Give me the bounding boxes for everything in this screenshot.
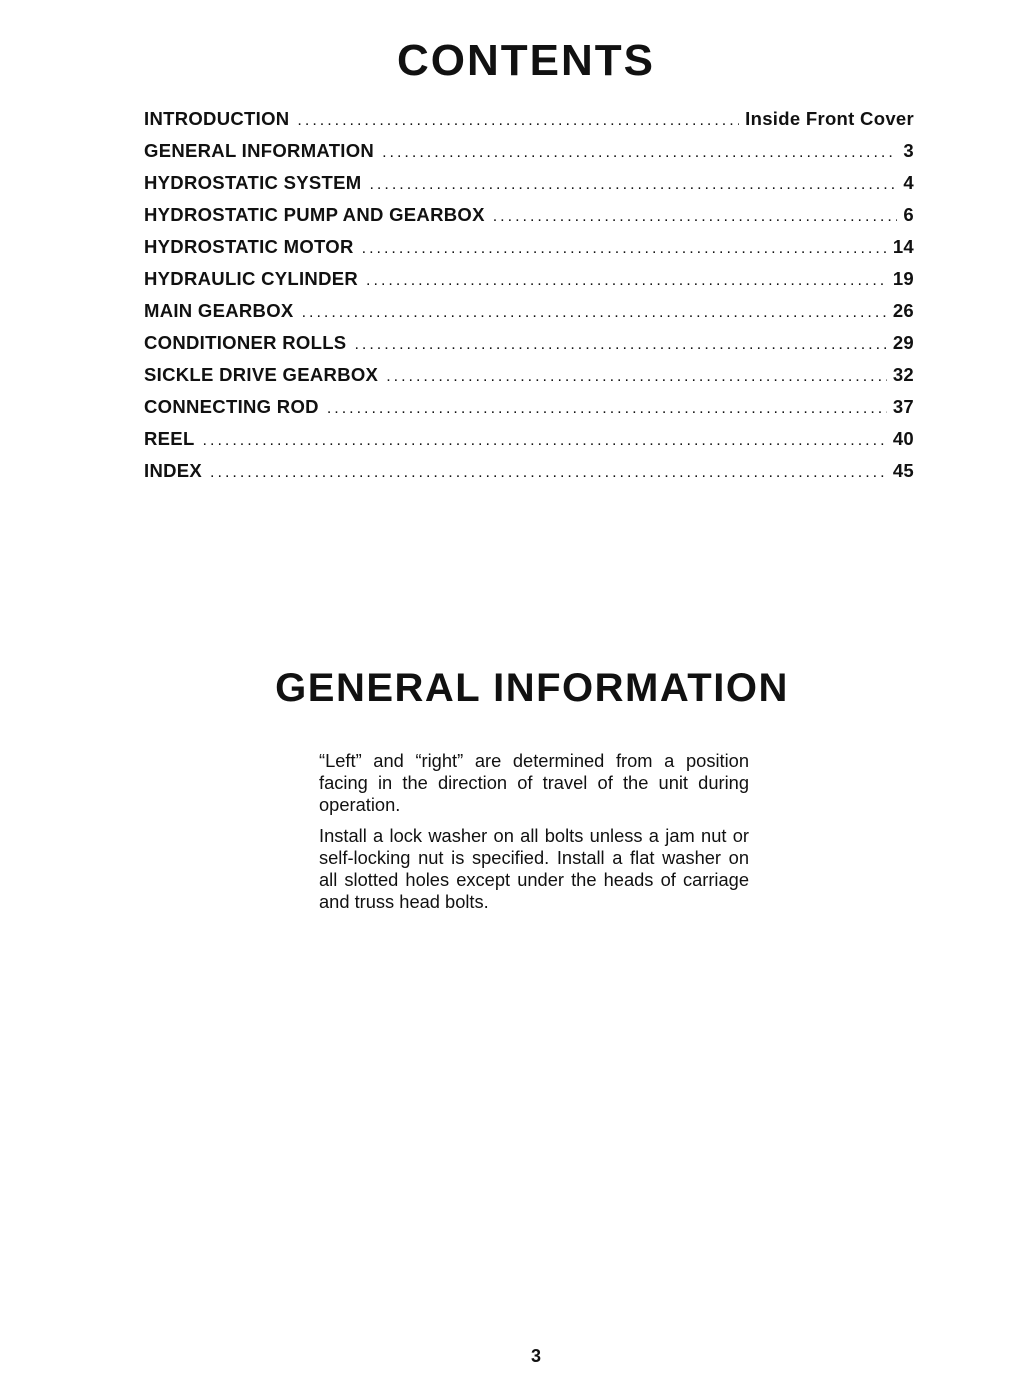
toc-dot-leader [369,176,897,194]
toc-entry-page: Inside Front Cover [745,108,914,129]
toc-entry-hydrostatic-pump-and-gearbox [144,204,914,236]
toc-entry-title: REEL [144,428,195,449]
toc-entry-title: HYDROSTATIC MOTOR [144,236,354,257]
toc-entry-title: HYDROSTATIC PUMP AND GEARBOX [144,204,485,225]
toc-entry-introduction [144,108,914,140]
toc-entry-hydrostatic-motor [144,236,914,268]
toc-entry-hydraulic-cylinder [144,268,914,300]
toc-entry-title: CONNECTING ROD [144,396,319,417]
toc-entry-connecting-rod [144,396,914,428]
toc-entry-title: INTRODUCTION [144,108,290,129]
toc-entry-title: HYDROSTATIC SYSTEM [144,172,362,193]
toc-entry-title: MAIN GEARBOX [144,300,294,321]
page-number: 3 [530,1346,541,1366]
toc-entry-title: CONDITIONER ROLLS [144,332,347,353]
toc-entry-page: 32 [892,364,914,385]
toc-dot-leader [354,336,886,354]
toc-entry-index [144,460,914,492]
toc-dot-leader [366,272,887,290]
toc-entry-conditioner-rolls [144,332,914,364]
toc-entry-title: GENERAL INFORMATION [144,140,375,161]
toc-entry-page: 4 [903,172,914,193]
toc-entry-sickle-drive-gearbox [144,364,914,396]
toc-entry-page: 40 [892,428,914,449]
toc-entry-page: 45 [892,460,914,481]
general-information-title: GENERAL INFORMATION [275,666,789,710]
toc-dot-leader [203,432,887,450]
toc-entry-page: 29 [892,332,914,353]
toc-entry-page: 6 [903,204,914,225]
table-of-contents [144,108,914,492]
toc-entry-page: 26 [892,300,914,321]
toc-dot-leader [327,400,887,418]
toc-dot-leader [297,112,739,130]
toc-entry-page: 19 [892,268,914,289]
toc-dot-leader [302,304,887,322]
body-paragraph: “Left” and “right” are determined from a position facing in the direction of travel of the unit during operation. [319,750,749,815]
toc-entry-page: 3 [903,140,914,161]
toc-dot-leader [493,208,898,226]
toc-dot-leader [382,144,897,162]
general-information-body [319,750,749,922]
contents-title: CONTENTS [397,36,655,85]
toc-dot-leader [362,240,887,258]
toc-entry-hydrostatic-system [144,172,914,204]
toc-entry-main-gearbox [144,300,914,332]
toc-entry-title: INDEX [144,460,203,481]
toc-dot-leader [386,368,887,386]
toc-entry-page: 37 [892,396,914,417]
toc-entry-reel [144,428,914,460]
toc-entry-page: 14 [892,236,914,257]
toc-entry-title: SICKLE DRIVE GEARBOX [144,364,379,385]
toc-dot-leader [210,464,887,482]
toc-entry-title: HYDRAULIC CYLINDER [144,268,359,289]
toc-entry-general-information [144,140,914,172]
body-paragraph: Install a lock washer on all bolts unless a jam nut or self-locking nut is specified. Install a flat washer on all slotted holes except under the heads of carriage and truss head bolts. [319,825,749,912]
